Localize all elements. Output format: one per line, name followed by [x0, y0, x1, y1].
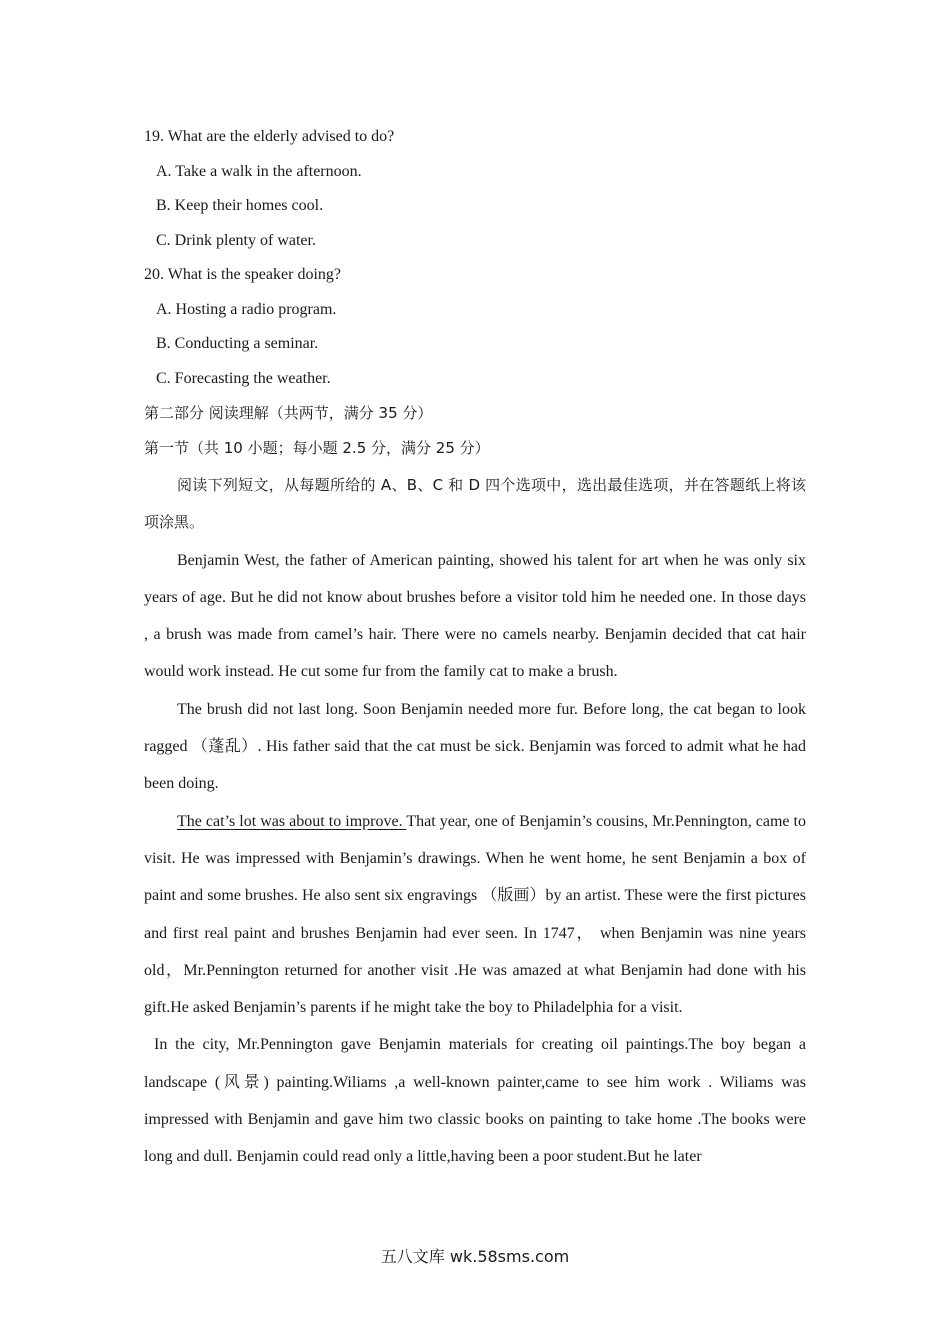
page-footer: 五八文库 wk.58sms.com [380, 1247, 570, 1266]
passage-paragraph-3 [144, 803, 806, 1027]
option-a: A. Take a walk in the afternoon. [156, 162, 362, 180]
option-c: C. Forecasting the weather. [156, 369, 331, 387]
option-c: C. Drink plenty of water. [156, 231, 316, 249]
question-stem: 20. What is the speaker doing? [144, 266, 341, 283]
passage-paragraph-2: The brush did not last long. Soon Benjamin needed more fur. Before long, the cat began to look ragged （蓬乱）. His father said that the cat must be sick. Benjamin was forced to admit what he had been doing. [144, 700, 806, 793]
question-stem: 19. What are the elderly advised to do? [144, 128, 395, 145]
passage-paragraph-1: Benjamin West, the father of American painting, showed his talent for art when he was only six years of age. But he did not know about brushes before a visitor told him he needed one. In those days , a brush was made from camel’s hair. There were no camels nearby. Benjamin decided that cat hair would work instead. He cut some fur from the family cat to make a brush. [144, 551, 806, 681]
option-b: B. Conducting a seminar. [156, 335, 319, 352]
underlined-sentence: The cat’s lot was about to improve. [177, 812, 407, 830]
section1-title: 第一节（共 10 小题；每小题 2.5 分，满分 25 分） [144, 438, 490, 457]
passage-paragraph-4: In the city, Mr.Pennington gave Benjamin materials for creating oil paintings.The boy began a landscape (风景) painting.Wiliams ,a well-known painter,came to see him work . Wiliams was impressed with Benjamin and gave him two classic books on painting to take home .The books were long and dull. Benjamin could read only a little,having been a poor student.But he later [144, 1036, 806, 1166]
paragraph-3-text: That year, one of Benjamin’s cousins, Mr.Pennington, came to visit. He was impressed with Benjamin’s drawings. When he went home, he sent Benjamin a box of paint and some brushes. He also sent six engravings （版画）by an artist. These were the first pictures and first real paint and brushes Benjamin had ever seen. In 1747， when Benjamin was nine years old，Mr.Pennington returned for another visit .He was amazed at what Benjamin had done with his gift.He asked Benjamin’s parents if he might take the boy to Philadelphia for a visit. [144, 812, 806, 1017]
question-20 [144, 260, 806, 398]
document-page [144, 122, 806, 1176]
option-b: B. Keep their homes cool. [156, 197, 324, 214]
part2-title: 第二部分 阅读理解（共两节，满分 35 分） [144, 404, 433, 422]
reading-instruction: 阅读下列短文，从每题所给的 A、B、C 和 D 四个选项中，选出最佳选项，并在答题纸上将该项涂黑。 [144, 476, 806, 532]
question-19 [144, 122, 806, 260]
option-a: A. Hosting a radio program. [156, 300, 337, 318]
